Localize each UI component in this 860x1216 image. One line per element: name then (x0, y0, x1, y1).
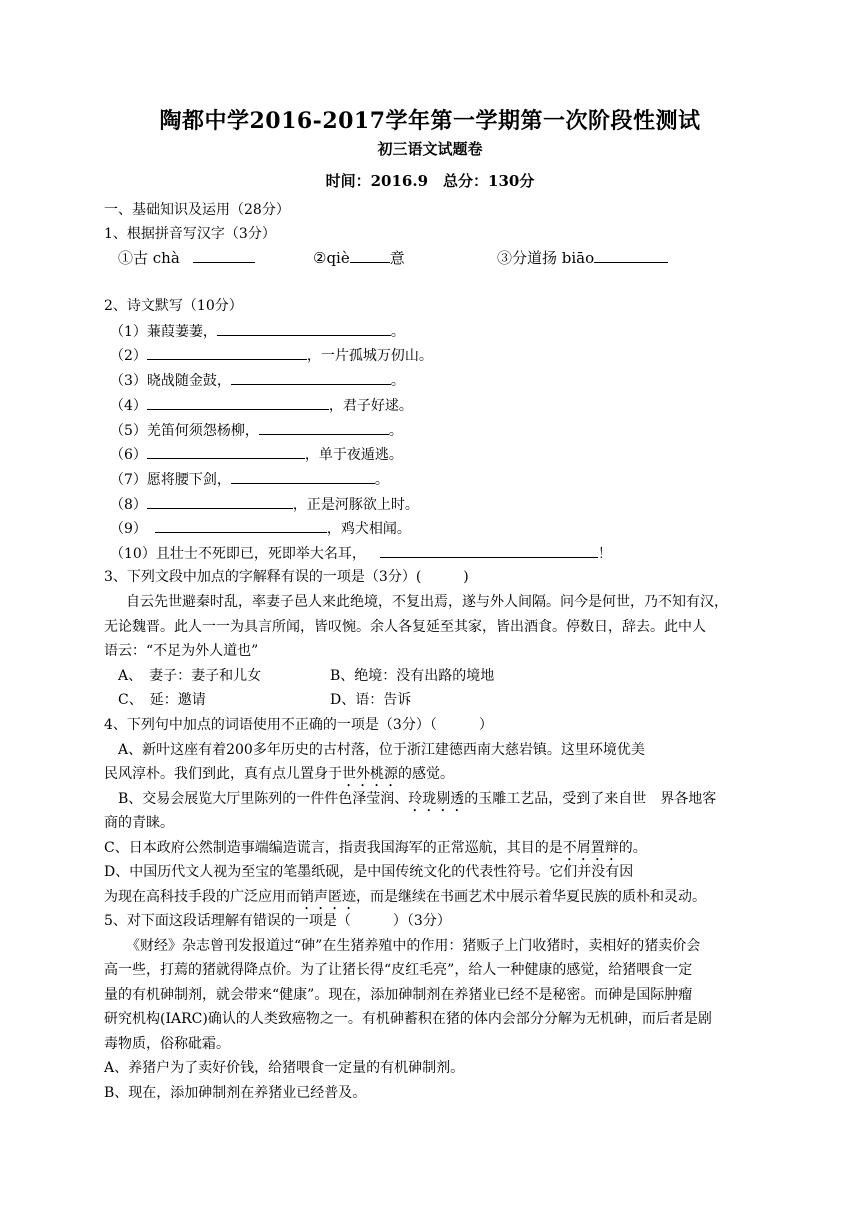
q2-line-7 (110, 469, 389, 490)
q2-blank-3[interactable] (231, 370, 391, 385)
q5-heading: 5、对下面这段话理解有错误的一项是（ ）（3分） (104, 913, 451, 929)
q2-line-9-prefix: （9） (110, 521, 147, 537)
q3-option-b[interactable]: B、绝境：没有出路的境地 (330, 668, 495, 684)
q2-line-6 (110, 444, 403, 465)
q2-blank-6[interactable] (147, 444, 305, 459)
q4-option-d-cont (104, 887, 706, 913)
q2-line-6-prefix: （6） (110, 447, 147, 463)
q4-text: 的。 (618, 840, 647, 856)
q2-line-2-prefix: （2） (110, 348, 147, 364)
q2-line-10-suffix: ！ (597, 546, 612, 562)
q3-heading: 3、下列文段中加点的字解释有误的一项是（3分）( ) (104, 569, 469, 585)
q2-line-1-suffix: 。 (390, 324, 405, 340)
q2-blank-4[interactable] (147, 395, 329, 410)
q2-line-8-suffix: ，正是河豚欲上时。 (292, 497, 419, 513)
q1-item-2-text: ②qiè (313, 249, 350, 267)
q2-line-6-suffix: ，单于夜遁逃。 (304, 447, 403, 463)
q2-line-8 (110, 494, 419, 515)
q2-blank-1[interactable] (217, 321, 391, 336)
q2-blank-7[interactable] (231, 469, 375, 484)
q2-line-2-suffix: ，一片孤城万仞山。 (306, 348, 433, 364)
q2-line-7-suffix: 。 (374, 472, 389, 488)
q4-dotted-word: 不屑置辩 (562, 840, 619, 856)
q2-line-10 (110, 543, 612, 564)
page-title: 陶都中学2016-2017学年第一学期第一次阶段性测试 (159, 108, 701, 134)
q4-option-c[interactable] (104, 838, 647, 864)
q4-option-a-cont (104, 764, 454, 790)
q2-line-9 (110, 518, 411, 539)
q2-line-3 (110, 370, 405, 391)
q1-blank-1[interactable] (193, 248, 255, 263)
q2-line-9-suffix: ，鸡犬相闻。 (326, 521, 411, 537)
q4-text: 的感觉。 (398, 766, 454, 782)
q2-blank-5[interactable] (259, 420, 389, 435)
q3-option-c[interactable]: C、 延：邀请 (118, 692, 206, 708)
q2-blank-8[interactable] (147, 494, 293, 509)
section-heading: 一、基础知识及运用（28分） (104, 202, 290, 218)
q2-line-4 (110, 395, 413, 416)
q4-text: C、日本政府公然制造事端编造谎言，指责我国海军的正常巡航，其目的是 (104, 840, 563, 856)
q2-line-4-prefix: （4） (110, 398, 147, 414)
q5-passage-line: 高一些，打蔫的猪就得降点价。为了让猪长得“皮红毛亮”，给人一种健康的感觉，给猪喂食一定 (104, 962, 693, 978)
q1-heading: 1、根据拼音写汉字（3分） (104, 226, 276, 242)
q5-passage-line: 《财经》杂志曾刊发报道过“砷”在生猪养殖中的作用：猪贩子上门收猪时，卖相好的猪卖价会 (126, 938, 701, 954)
q4-heading: 4、下列句中加点的词语使用不正确的一项是（3分）（ ） (104, 717, 493, 733)
q2-line-7-prefix: （7）愿将腰下剑， (110, 472, 231, 488)
q5-option-b[interactable]: B、现在，添加砷制剂在养猪业已经普及。 (104, 1085, 367, 1101)
q1-item-2-suffix: 意 (389, 249, 405, 267)
q2-blank-10[interactable] (380, 543, 598, 558)
q5-option-a[interactable]: A、养猪户为了卖好价钱，给猪喂食一定量的有机砷制剂。 (104, 1060, 465, 1076)
q2-line-3-suffix: 。 (390, 373, 405, 389)
q2-heading: 2、诗文默写（10分） (104, 298, 243, 314)
q1-item-3-text: ③分道扬 biāo (497, 249, 595, 267)
q4-text: B、交易会展览大厅里陈列的一件件色泽莹润、 (118, 791, 409, 807)
q2-line-5-suffix: 。 (388, 423, 403, 439)
q1-item-2 (313, 248, 405, 268)
q2-line-10-prefix: （10）且壮士不死即已，死即举大名耳， (110, 546, 366, 562)
q2-line-5-prefix: （5）羌笛何须怨杨柳， (110, 423, 259, 439)
q2-line-4-suffix: ，君子好逑。 (328, 398, 413, 414)
q4-text: 为现在高科技手段的广泛应用而 (104, 889, 300, 905)
q4-text: 的玉雕工艺品，受到了来自世 界各地客 (464, 791, 717, 807)
q2-line-3-prefix: （3）晓战随金鼓， (110, 373, 231, 389)
q5-passage-line: 量的有机砷制剂，就会带来“健康”。现在，添加砷制剂在养猪业已经不是秘密。而砷是国际肿瘤 (104, 987, 693, 1003)
q3-option-a[interactable]: A、 妻子：妻子和儿女 (118, 668, 262, 684)
q2-line-5 (110, 420, 403, 441)
q4-dotted-word: 销声匿迹 (300, 889, 356, 905)
q3-passage-line: 无论魏晋。此人一一为具言所闻，皆叹惋。余人各复延至其家，皆出酒食。停数日，辞去。此中人 (104, 619, 706, 635)
exam-time-info: 时间：2016.9 总分：130分 (325, 172, 535, 190)
q2-line-2 (110, 345, 433, 366)
q4-option-b[interactable] (118, 789, 716, 815)
q2-line-1-prefix: （1）蒹葭萋萋， (110, 324, 217, 340)
q5-passage-line: 研究机构(IARC)确认的人类致癌物之一。有机砷蓄积在猪的体内会部分分解为无机砷，而后者是剧 (104, 1011, 712, 1027)
page-subtitle: 初三语文试题卷 (377, 140, 483, 158)
q3-passage-line: 语云：“不足为外人道也” (104, 643, 259, 659)
q4-option-a[interactable]: A、新叶这座有着200多年历史的古村落，位于浙江建德西南大慈岩镇。这里环境优美 (118, 742, 645, 758)
q2-blank-9[interactable] (155, 518, 327, 533)
q1-item-3 (497, 248, 668, 268)
q1-item-1-text: ①古 chà (118, 249, 180, 267)
q1-blank-2[interactable] (350, 248, 390, 263)
q4-option-d[interactable]: D、中国历代文人视为至宝的笔墨纸砚，是中国传统文化的代表性符号。它们并没有因 (104, 864, 634, 880)
q3-option-d[interactable]: D、语：告诉 (330, 692, 412, 708)
q2-line-1 (110, 321, 405, 342)
q4-dotted-word: 世外桃源 (342, 766, 398, 782)
q4-option-b-cont: 商的青睐。 (104, 815, 174, 831)
q4-text: ，而是继续在书画艺术中展示着华夏民族的质朴和灵动。 (356, 889, 706, 905)
q1-blank-3[interactable] (594, 248, 668, 263)
q4-dotted-word: 玲珑剔透 (408, 791, 465, 807)
q4-text: 民风淳朴。我们到此，真有点儿置身于 (104, 766, 342, 782)
q3-passage-line: 自云先世避秦时乱，率妻子邑人来此绝境，不复出焉，遂与外人间隔。问今是何世，乃不知有汉， (126, 594, 728, 610)
q2-blank-2[interactable] (147, 345, 307, 360)
q1-item-1 (118, 248, 255, 268)
q5-passage-line: 毒物质，俗称砒霜。 (104, 1036, 230, 1052)
q2-line-8-prefix: （8） (110, 497, 147, 513)
